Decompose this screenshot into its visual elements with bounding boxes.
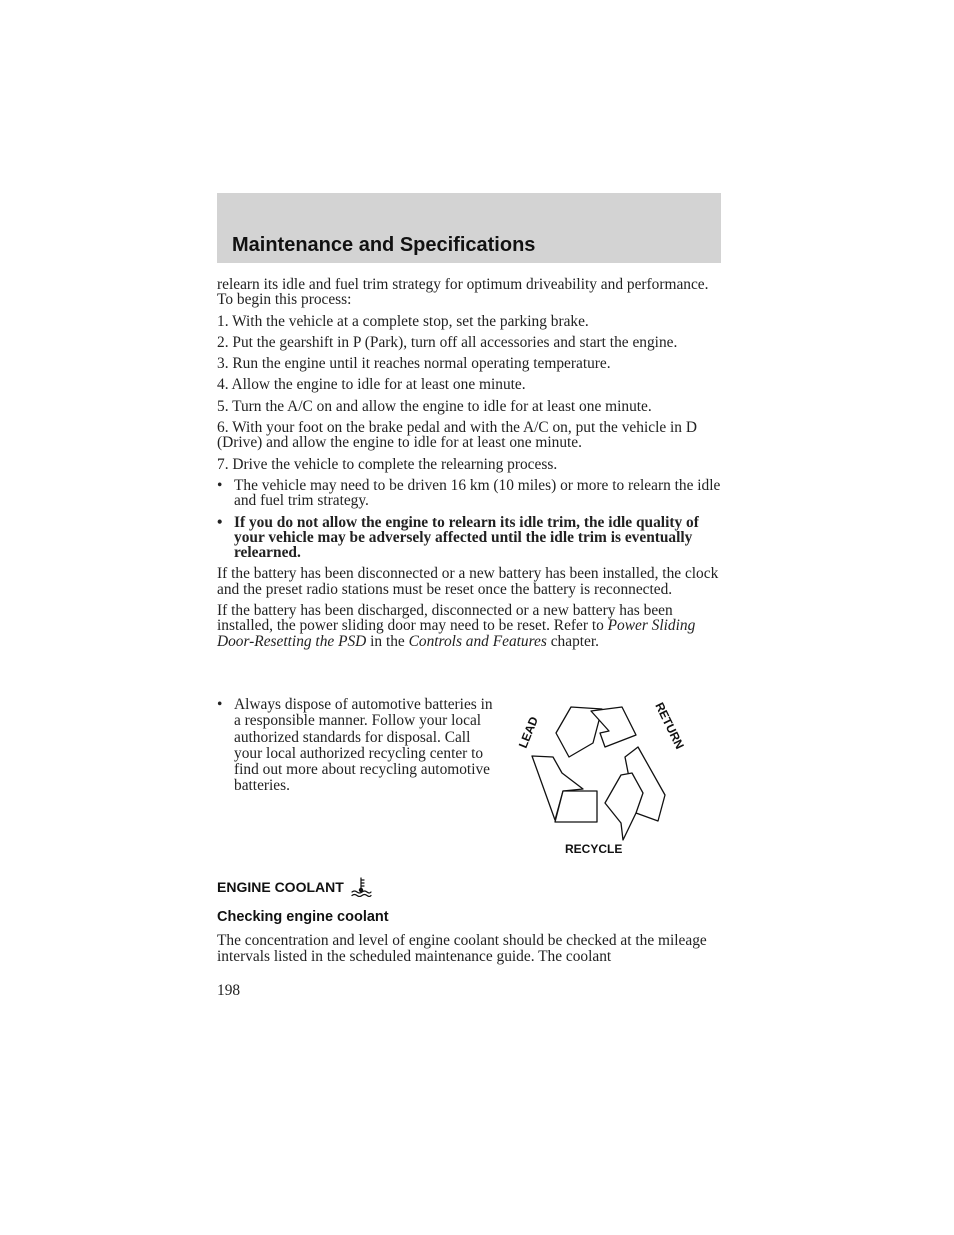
step-3: 3. Run the engine until it reaches normal operating temperature. [217, 355, 611, 373]
step-4: 4. Allow the engine to idle for at least one minute. [217, 376, 526, 394]
psd-paragraph [217, 603, 722, 649]
recycle-arrow-left-front [555, 791, 597, 822]
header-band [217, 193, 721, 263]
checking-coolant-subheading: Checking engine coolant [217, 909, 389, 925]
engine-coolant-heading [217, 877, 372, 897]
recycle-arrow-right-front [605, 773, 643, 840]
bullet-dispose-text: Always dispose of automotive batteries in a responsible manner. Follow your local authorized standards for disposal. Call your local authorized recycling center to find out more about recycling automotive batteries. [234, 696, 493, 795]
bullet-warning [217, 515, 722, 561]
step-7: 7. Drive the vehicle to complete the relearning process. [217, 455, 558, 473]
body-text [217, 277, 722, 655]
psd-text-2: in the [366, 632, 409, 650]
chapter-reference: Controls and Features [408, 632, 547, 650]
coolant-paragraph: The concentration and level of engine coolant should be checked at the mileage intervals listed in the scheduled maintenance guide. The coolant [217, 932, 707, 965]
psd-reference-link: Power Sliding Door-Resetting the PSD [217, 617, 696, 650]
recycle-label-recycle: RECYCLE [565, 842, 623, 856]
intro-paragraph: relearn its idle and fuel trim strategy for optimum driveability and performance. To begin this process: [217, 276, 709, 309]
engine-coolant-heading-text: ENGINE COOLANT [217, 879, 344, 895]
bullet-marker: • [217, 513, 223, 531]
step-1: 1. With the vehicle at a complete stop, set the parking brake. [217, 312, 589, 330]
recycle-label-lead: LEAD [515, 714, 542, 751]
bullet-marker: • [217, 476, 223, 494]
psd-text-3: chapter. [546, 632, 599, 650]
bullet-marker: • [217, 696, 223, 713]
step-2: 2. Put the gearshift in P (Park), turn off all accessories and start the engine. [217, 333, 678, 351]
bullet-warning-text: If you do not allow the engine to relearn its idle trim, the idle quality of your vehicle may be adversely affected until the idle trim is eventually relearned. [234, 513, 699, 562]
bullet-dispose [217, 697, 496, 795]
recycle-logo [505, 695, 705, 860]
bullet-miles-text: The vehicle may need to be driven 16 km (10 miles) or more to relearn the idle and fuel trim strategy. [234, 476, 721, 510]
step-5: 5. Turn the A/C on and allow the engine to idle for at least one minute. [217, 397, 652, 415]
psd-text-1: If the battery has been discharged, disconnected or a new battery has been installed, the power sliding door may need to be reset. Refer to [217, 602, 673, 635]
recycle-label-return: RETURN [652, 700, 687, 752]
step-6: 6. With your foot on the brake pedal and with the A/C on, put the vehicle in D (Drive) and allow the engine to idle for at least one minute. [217, 419, 697, 452]
page-title: Maintenance and Specifications [232, 234, 536, 256]
page-number: 198 [217, 982, 241, 999]
battery-disconnect-paragraph: If the battery has been disconnected or a new battery has been installed, the clock and the preset radio stations must be reset once the battery is reconnected. [217, 565, 719, 598]
coolant-temperature-icon [350, 877, 372, 897]
bullet-miles-note [217, 478, 722, 509]
